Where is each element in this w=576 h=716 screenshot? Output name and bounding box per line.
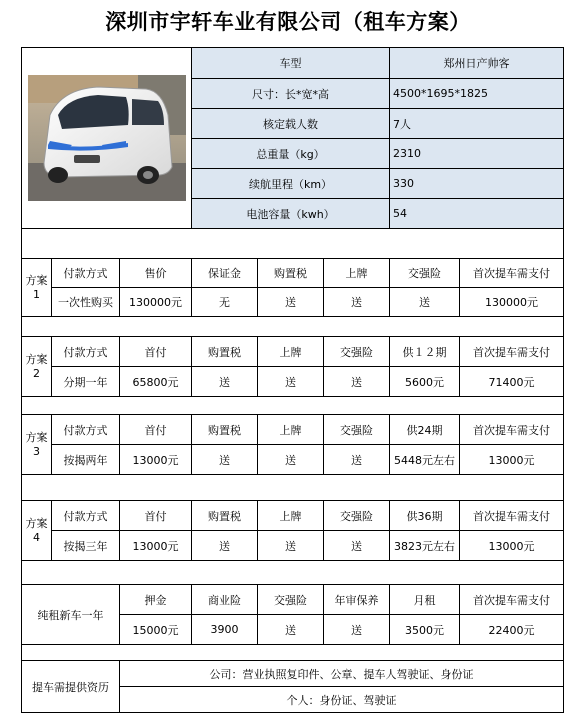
plan-4-header: 交强险 [324, 501, 390, 531]
rental-value: 15000元 [120, 615, 192, 645]
plan-4-value: 3823元左右 [390, 531, 460, 561]
rental-label: 纯租新车一年 [22, 585, 120, 645]
spec-label-battery: 电池容量（kwh） [192, 199, 390, 229]
plan-2-label [22, 337, 52, 397]
materials-company: 公司：营业执照复印件、公章、提车人驾驶证、身份证 [120, 661, 564, 687]
blank-row [22, 397, 564, 415]
spec-value-dimensions: 4500*1695*1825 [390, 79, 564, 109]
spec-header-label: 车型 [192, 48, 390, 79]
spec-label-weight: 总重量（kg） [192, 139, 390, 169]
spec-value-weight: 2310 [390, 139, 564, 169]
plan-2-value: 送 [324, 367, 390, 397]
plan-1-header: 首次提车需支付 [460, 259, 564, 288]
plan-3-value: 送 [192, 445, 258, 475]
plan-1-header: 上牌 [324, 259, 390, 288]
plan-1-value: 送 [324, 288, 390, 317]
plan-4-value: 13000元 [120, 531, 192, 561]
rental-plan-table [21, 47, 564, 713]
plan-1-value: 送 [258, 288, 324, 317]
spec-value-battery: 54 [390, 199, 564, 229]
plan-2-value: 分期一年 [52, 367, 120, 397]
rental-header: 年审保养 [324, 585, 390, 615]
plan-1-value: 送 [390, 288, 460, 317]
plan-3-label [22, 415, 52, 475]
spec-header-value: 郑州日产帅客 [390, 48, 564, 79]
plan-1-label [22, 259, 52, 317]
plan-1-value: 130000元 [460, 288, 564, 317]
plan-2-value: 送 [192, 367, 258, 397]
rental-header: 首次提车需支付 [460, 585, 564, 615]
rental-header: 交强险 [258, 585, 324, 615]
plan-1-value: 无 [192, 288, 258, 317]
blank-row [22, 561, 564, 585]
spec-label-seats: 核定载人数 [192, 109, 390, 139]
plan-3-value: 5448元左右 [390, 445, 460, 475]
plan-4-header: 付款方式 [52, 501, 120, 531]
plan-3-value: 送 [324, 445, 390, 475]
plan-3-header: 付款方式 [52, 415, 120, 445]
plan-4-label [22, 501, 52, 561]
plan-3-value: 13000元 [120, 445, 192, 475]
plan-4-value: 送 [192, 531, 258, 561]
page-title: 深圳市宇轩车业有限公司（租车方案） [105, 10, 471, 34]
spec-label-range: 续航里程（km） [192, 169, 390, 199]
plan-3-header: 供24期 [390, 415, 460, 445]
plan-1-header: 购置税 [258, 259, 324, 288]
plan-1-header: 交强险 [390, 259, 460, 288]
car-photo [28, 75, 186, 201]
spec-value-range: 330 [390, 169, 564, 199]
plan-2-header: 上牌 [258, 337, 324, 367]
plan-4-header: 首次提车需支付 [460, 501, 564, 531]
rental-header: 月租 [390, 585, 460, 615]
plan-3-value: 13000元 [460, 445, 564, 475]
plan-4-label-text: 方案 4 [25, 516, 48, 544]
plan-4-header: 供36期 [390, 501, 460, 531]
plan-2-header: 首付 [120, 337, 192, 367]
plan-2-value: 71400元 [460, 367, 564, 397]
rental-value: 22400元 [460, 615, 564, 645]
plan-2-header: 购置税 [192, 337, 258, 367]
rental-value: 3900 [192, 615, 258, 645]
plan-3-header: 购置税 [192, 415, 258, 445]
plan-4-value: 送 [258, 531, 324, 561]
plan-2-header: 首次提车需支付 [460, 337, 564, 367]
plan-2-header: 供１２期 [390, 337, 460, 367]
plan-4-value: 按揭三年 [52, 531, 120, 561]
plan-3-value: 送 [258, 445, 324, 475]
plan-3-label-text: 方案 3 [25, 430, 48, 458]
blank-row [22, 475, 564, 501]
plan-1-header: 保证金 [192, 259, 258, 288]
plan-4-value: 送 [324, 531, 390, 561]
spec-label-dimensions: 尺寸：长*宽*高 [192, 79, 390, 109]
materials-personal: 个人：身份证、驾驶证 [120, 687, 564, 713]
rental-header: 押金 [120, 585, 192, 615]
plan-2-label-text: 方案 2 [25, 352, 48, 380]
spec-value-seats: 7人 [390, 109, 564, 139]
plan-1-header: 付款方式 [52, 259, 120, 288]
van-image [28, 75, 186, 201]
plan-1-value: 一次性购买 [52, 288, 120, 317]
plan-2-value: 5600元 [390, 367, 460, 397]
plan-4-header: 购置税 [192, 501, 258, 531]
materials-label: 提车需提供资历 [22, 661, 120, 713]
rental-header: 商业险 [192, 585, 258, 615]
car-photo-cell [22, 48, 192, 229]
plan-3-value: 按揭两年 [52, 445, 120, 475]
blank-row [22, 645, 564, 661]
blank-row [22, 317, 564, 337]
plan-4-value: 13000元 [460, 531, 564, 561]
plan-2-header: 付款方式 [52, 337, 120, 367]
rental-value: 3500元 [390, 615, 460, 645]
rental-value: 送 [258, 615, 324, 645]
plan-1-header: 售价 [120, 259, 192, 288]
plan-1-label-text: 方案 1 [25, 273, 48, 301]
plan-3-header: 交强险 [324, 415, 390, 445]
rental-value: 送 [324, 615, 390, 645]
plan-3-header: 上牌 [258, 415, 324, 445]
plan-4-header: 上牌 [258, 501, 324, 531]
plan-2-value: 送 [258, 367, 324, 397]
plan-1-value: 130000元 [120, 288, 192, 317]
plan-3-header: 首次提车需支付 [460, 415, 564, 445]
plan-2-header: 交强险 [324, 337, 390, 367]
blank-row [22, 229, 564, 259]
plan-3-header: 首付 [120, 415, 192, 445]
plan-4-header: 首付 [120, 501, 192, 531]
plan-2-value: 65800元 [120, 367, 192, 397]
